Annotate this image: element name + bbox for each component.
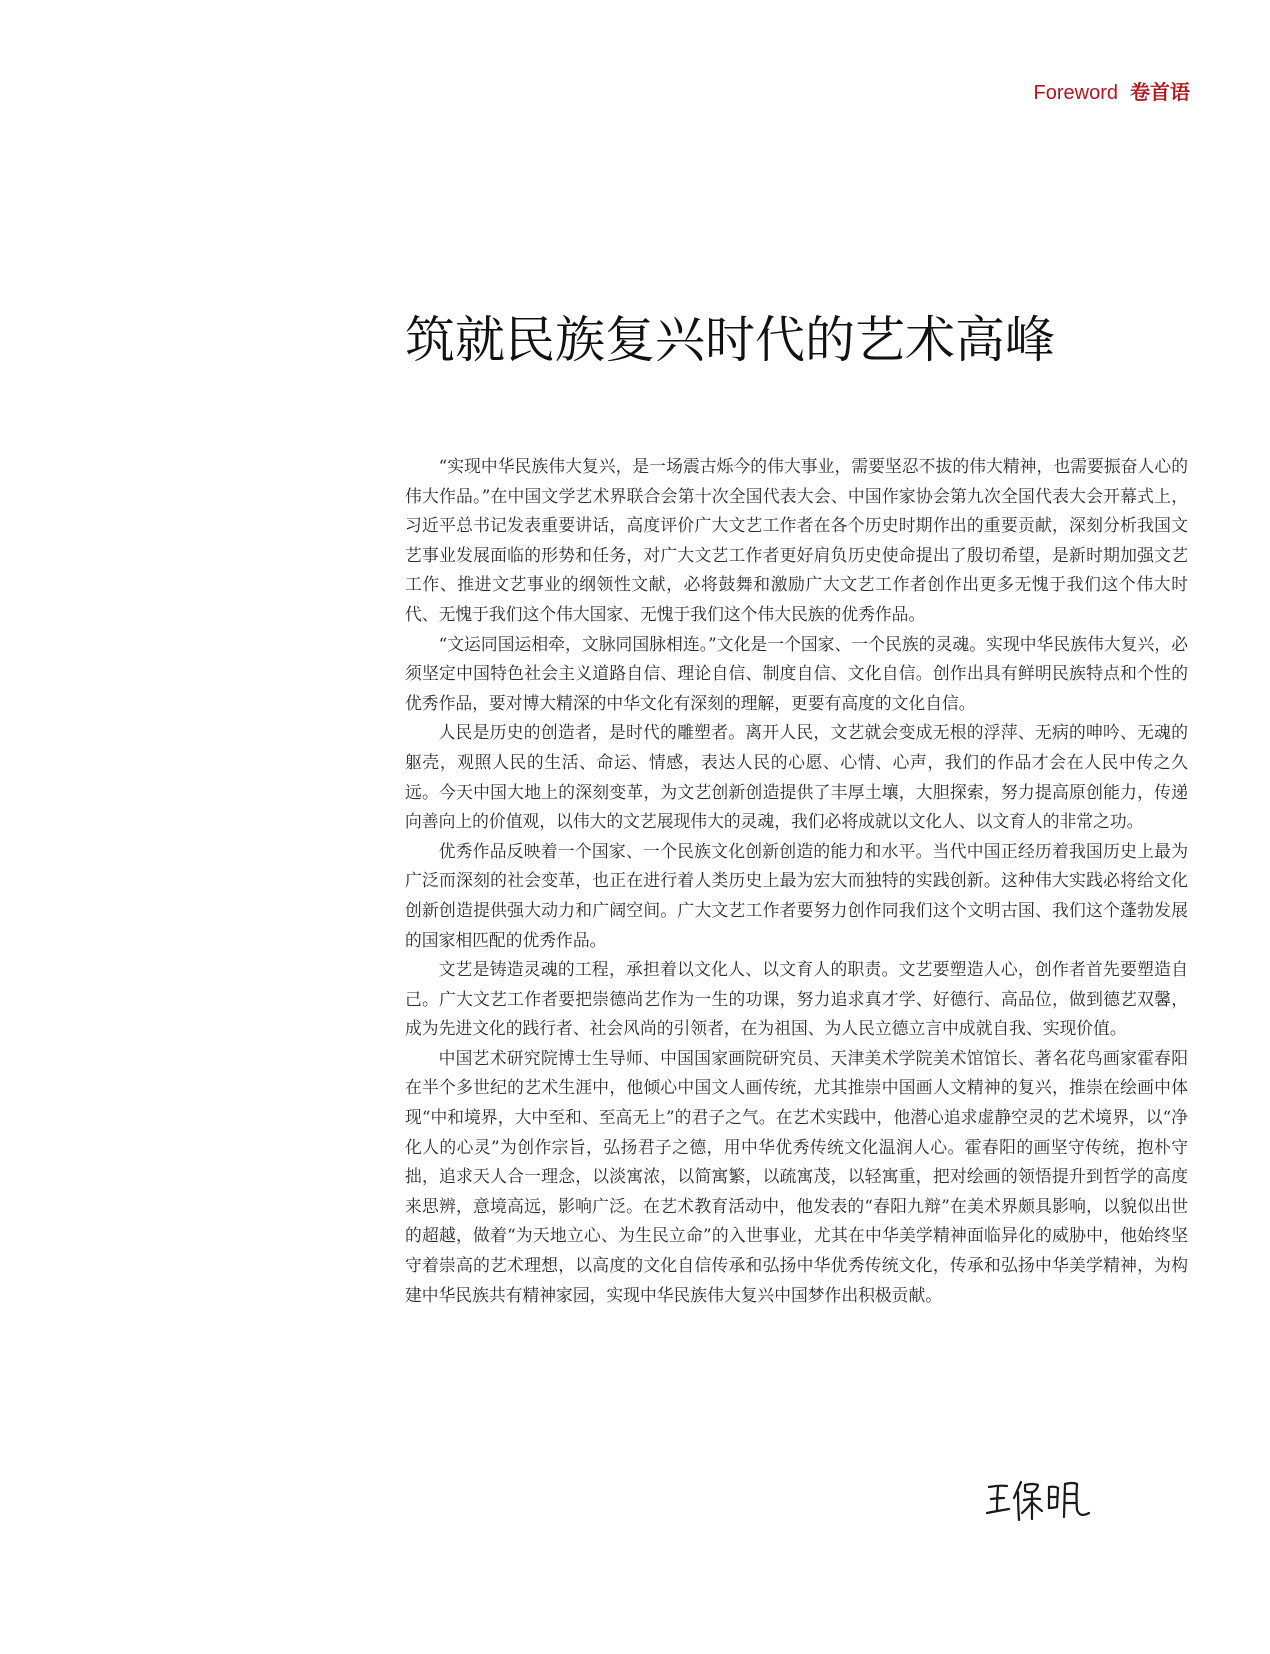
paragraph: 人民是历史的创造者，是时代的雕塑者。离开人民，文艺就会变成无根的浮萍、无病的呻吟、无魂的躯壳，观照人民的生活、命运、情感，表达人民的心愿、心情、心声，我们的作品才会在人民中传之久远。今天中国大地上的深刻变革，为文艺创新创造提供了丰厚土壤，大胆探索，努力提高原创能力，传递向善向上的价值观，以伟大的文艺展现伟大的灵魂，我们必将成就以文化人、以文育人的非常之功。 (405, 722, 1188, 832)
article-body (405, 452, 1188, 1310)
paragraph: 优秀作品反映着一个国家、一个民族文化创新创造的能力和水平。当代中国正经历着我国历史上最为广泛而深刻的社会变革，也正在进行着人类历史上最为宏大而独特的实践创新。这种伟大实践必将给文化创新创造提供强大动力和广阔空间。广大文艺工作者要努力创作同我们这个文明古国、我们这个蓬勃发展的国家相匹配的优秀作品。 (405, 840, 1188, 950)
paragraph: 中国艺术研究院博士生导师、中国国家画院研究员、天津美术学院美术馆馆长、著名花鸟画家霍春阳在半个多世纪的艺术生涯中，他倾心中国文人画传统，尤其推崇中国画人文精神的复兴，推崇在绘画中体现“中和境界，大中至和、至高无上”的君子之气。在艺术实践中，他潜心追求虚静空灵的艺术境界，以“净化人的心灵”为创作宗旨，弘扬君子之德，用中华优秀传统文化温润人心。霍春阳的画坚守传统，抱朴守拙，追求天人合一理念，以淡寓浓，以简寓繁，以疏寓茂，以轻寓重，把对绘画的领悟提升到哲学的高度来思辨，意境高远，影响广泛。在艺术教育活动中，他发表的“春阳九辩”在美术界颇具影响，以貌似出世的超越，做着“为天地立心、为生民立命”的入世事业，尤其在中华美学精神面临异化的威胁中，他始终坚守着崇高的艺术理想，以高度的文化自信传承和弘扬中华优秀传统文化，传承和弘扬中华美学精神，为构建中华民族共有精神家园，实现中华民族伟大复兴中国梦作出积极贡献。 (405, 1047, 1188, 1305)
paragraph: “文运同国运相牵，文脉同国脉相连。”文化是一个国家、一个民族的灵魂。实现中华民族伟大复兴，必须坚定中国特色社会主义道路自信、理论自信、制度自信、文化自信。创作出具有鲜明民族特点和个性的优秀作品，要对博大精深的中华文化有深刻的理解，更要有高度的文化自信。 (405, 633, 1188, 713)
article-title: 筑就民族复兴时代的艺术高峰 (405, 311, 1055, 369)
paragraph: 文艺是铸造灵魂的工程，承担着以文化人、以文育人的职责。文艺要塑造人心，创作者首先要塑造自己。广大文艺工作者要把崇德尚艺作为一生的功课，努力追求真才学、好德行、高品位，做到德艺双馨，成为先进文化的践行者、社会风尚的引领者，在为祖国、为人民立德立言中成就自我、实现价值。 (405, 959, 1188, 1039)
header-foreword-label: Foreword (1033, 82, 1118, 104)
paragraph: “实现中华民族伟大复兴，是一场震古烁今的伟大事业，需要坚忍不拔的伟大精神，也需要振奋人心的伟大作品。”在中国文学艺术界联合会第十次全国代表大会、中国作家协会第九次全国代表大会开幕式上，习近平总书记发表重要讲话，高度评价广大文艺工作者在各个历史时期作出的重要贡献，深刻分析我国文艺事业发展面临的形势和任务，对广大文艺工作者更好肩负历史使命提出了殷切希望，是新时期加强文艺工作、推进文艺事业的纲领性文献，必将鼓舞和激励广大文艺工作者创作出更多无愧于我们这个伟大时代、无愧于我们这个伟大国家、无愧于我们这个伟大民族的优秀作品。 (405, 456, 1188, 624)
author-signature (985, 1478, 1097, 1524)
signature-handwriting-icon (985, 1478, 1097, 1524)
section-header (1034, 76, 1190, 105)
header-foreword-chinese-label: 卷首语 (1130, 82, 1190, 104)
